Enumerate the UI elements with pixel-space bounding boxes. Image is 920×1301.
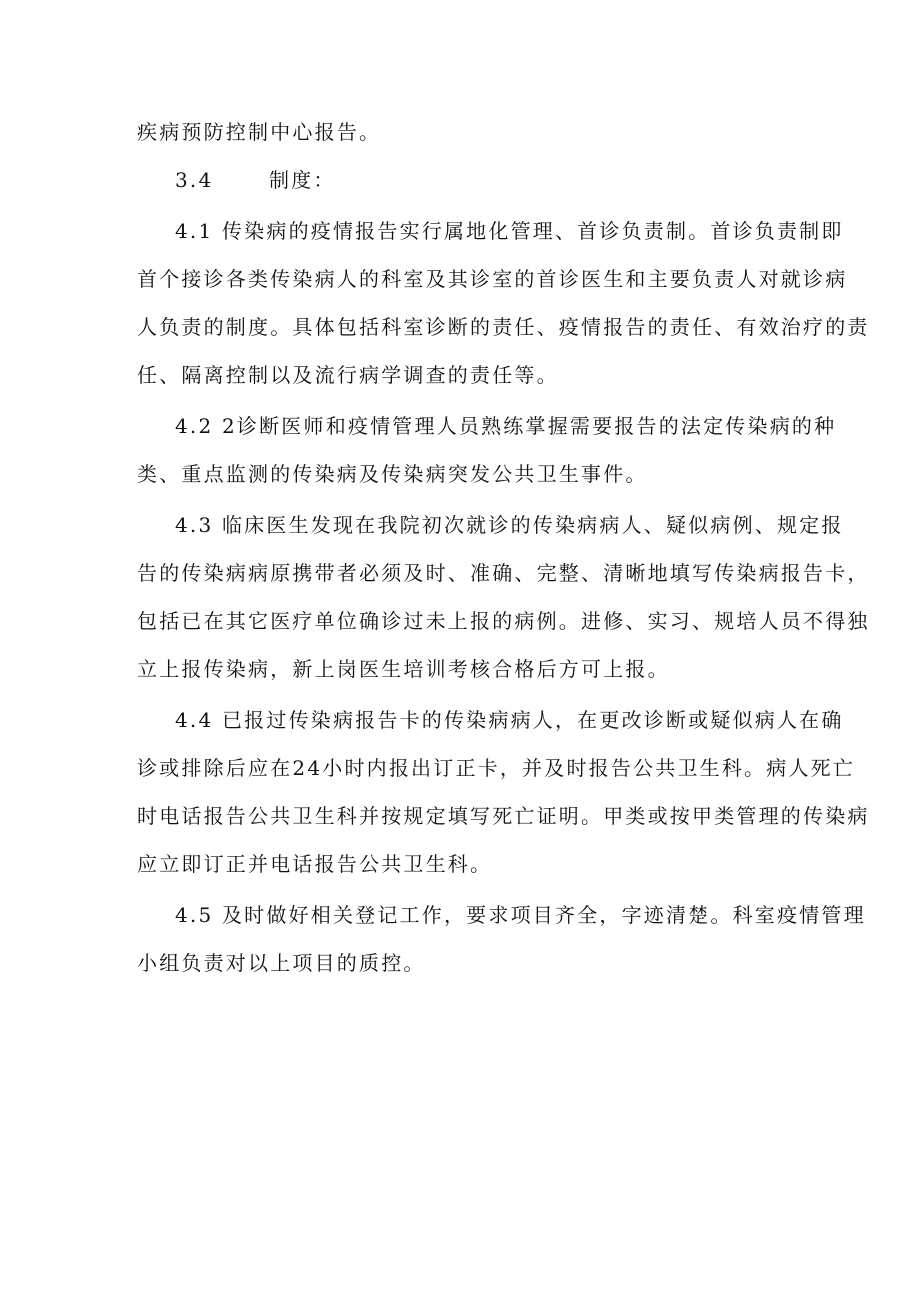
paragraph-4-3-line-1: 4.3 临床医生发现在我院初次就诊的传染病病人、疑似病例、规定报 — [175, 513, 844, 537]
paragraph-4-4-line-2: 诊或排除后应在24小时内报出订正卡，并及时报告公共卫生科。病人死亡 — [137, 756, 856, 780]
paragraph-4-1-line-4: 任、隔离控制以及流行病学调查的责任等。 — [137, 363, 559, 387]
section-title: 制度： — [269, 168, 336, 192]
paragraph-4-1-line-2: 首个接诊各类传染病人的科室及其诊室的首诊医生和主要负责人对就诊病 — [137, 267, 848, 291]
paragraph-4-4-line-3: 时电话报告公共卫生科并按规定填写死亡证明。甲类或按甲类管理的传染病 — [137, 804, 870, 828]
section-number: 3.4 — [175, 168, 214, 192]
paragraph-4-4-line-4: 应立即订正并电话报告公共卫生科。 — [137, 852, 493, 876]
paragraph-4-2-line-2: 类、重点监测的传染病及传染病突发公共卫生事件。 — [137, 462, 648, 486]
paragraph-4-4-line-1: 4.4 已报过传染病报告卡的传染病病人，在更改诊断或疑似病人在确 — [175, 708, 844, 732]
section-heading — [137, 156, 793, 204]
paragraph-4-5-line-1: 4.5 及时做好相关登记工作，要求项目齐全，字迹清楚。科室疫情管理 — [175, 903, 866, 927]
paragraph-4-3-line-2: 告的传染病病原携带者必须及时、准确、完整、清晰地填写传染病报告卡， — [137, 561, 870, 585]
paragraph-4-5-line-2: 小组负责对以上项目的质控。 — [137, 951, 426, 975]
document-body — [137, 108, 870, 987]
text-line: 疾病预防控制中心报告。 — [137, 120, 382, 144]
paragraph-4-1-line-1: 4.1 传染病的疫情报告实行属地化管理、首诊负责制。首诊负责制即 — [175, 219, 844, 243]
paragraph-4-2-line-1: 4.2 2诊断医师和疫情管理人员熟练掌握需要报告的法定传染病的种 — [175, 414, 837, 438]
paragraph-4-3-line-4: 立上报传染病，新上岗医生培训考核合格后方可上报。 — [137, 657, 670, 681]
paragraph-4-3-line-3: 包括已在其它医疗单位确诊过未上报的病例。进修、实习、规培人员不得独 — [137, 609, 870, 633]
paragraph-4-1-line-3: 人负责的制度。具体包括科室诊断的责任、疫情报告的责任、有效治疗的责 — [137, 315, 870, 339]
